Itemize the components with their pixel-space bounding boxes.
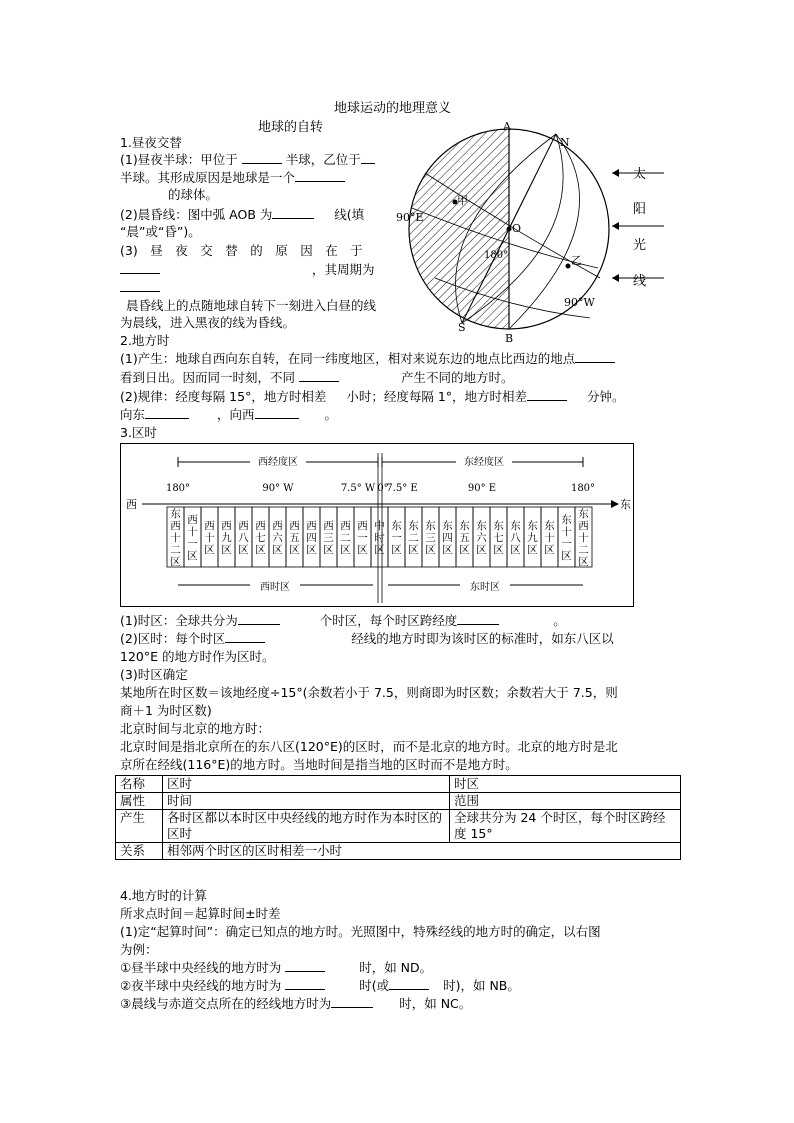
blank xyxy=(242,163,282,164)
page-title: 地球运动的地理意义 xyxy=(334,101,452,116)
text: ，向西 xyxy=(217,407,255,422)
s1-line-5: “晨”或“昏”)。 xyxy=(120,224,201,239)
point-yi xyxy=(566,264,571,269)
s3-bj1: 北京时间与北京的地方时： xyxy=(120,721,271,736)
zone-label: 东二区 xyxy=(408,520,419,556)
text: (1)昼夜半球：甲位于 xyxy=(120,152,238,167)
s2-line-3 xyxy=(120,389,625,405)
zone-label: 西五区 xyxy=(289,520,300,556)
east-zone-label: 东时区 xyxy=(470,582,500,593)
zone-label: 东十区 xyxy=(544,520,555,556)
zone-label: 西十区 xyxy=(204,520,215,556)
zone-label: 东九区 xyxy=(527,520,538,556)
blank xyxy=(285,971,325,972)
table-row xyxy=(116,776,681,793)
zone-label: 东西十二区 xyxy=(578,508,589,568)
globe-diagram xyxy=(390,118,670,343)
label-180: 180° xyxy=(484,250,509,261)
zone-label: 西六区 xyxy=(272,520,283,556)
west-zone-label: 西时区 xyxy=(260,582,290,593)
s4-case-2 xyxy=(120,978,520,994)
table-cell: 时区 xyxy=(450,776,681,793)
blank xyxy=(285,989,325,990)
zone-label: 西二区 xyxy=(340,520,351,556)
s1-line-4 xyxy=(120,207,364,223)
text: 时，如 NC。 xyxy=(399,996,472,1011)
s1-line-10: 为晨线，进入黑夜的线为昏线。 xyxy=(120,315,296,330)
zone-label: 东一区 xyxy=(391,520,402,556)
label-jia: 甲 xyxy=(457,194,468,207)
blank xyxy=(145,418,189,419)
blank xyxy=(299,381,339,382)
sun-label-3: 光 xyxy=(633,238,647,253)
s4-formula: 所求点时间＝起算时间±时差 xyxy=(120,906,281,921)
blank xyxy=(120,291,160,292)
s3-q2c: 120°E 的地方时作为区时。 xyxy=(120,649,275,664)
blank xyxy=(457,624,499,625)
page-subtitle: 地球的自转 xyxy=(258,120,324,135)
zone-label: 西十一区 xyxy=(187,514,198,562)
zone-label: 西一区 xyxy=(357,520,368,556)
east-word: 东 xyxy=(620,498,631,511)
s2-line-1 xyxy=(120,351,615,367)
table-row xyxy=(116,810,681,843)
text: 分钟。 xyxy=(587,389,625,404)
text: ①昼半球中央经线的地方时为 xyxy=(120,960,282,975)
blank xyxy=(361,163,375,164)
table-cell: 范围 xyxy=(450,793,681,810)
label-90e: 90°E xyxy=(396,211,424,224)
s2-line-4 xyxy=(120,407,337,423)
s1-line-8 xyxy=(120,280,160,296)
label-90w: 90°W xyxy=(564,296,595,309)
s4-line-2: 为例： xyxy=(120,942,158,957)
text: 。 xyxy=(553,613,566,628)
text: (2)区时：每个时区 xyxy=(120,631,226,646)
zone-label: 西八区 xyxy=(238,520,249,556)
text: 半球。其形成原因是地球是一个 xyxy=(120,170,296,185)
text: 线(填 xyxy=(334,207,365,222)
blank xyxy=(272,218,314,219)
zone-label: 东八区 xyxy=(510,520,521,556)
tick-7-5e: 7.5° E xyxy=(386,483,418,494)
s1-line-7 xyxy=(120,262,375,278)
east-range-label: 东经度区 xyxy=(464,457,504,468)
tick-7-5w: 7.5° W xyxy=(340,483,376,494)
s1-line-2 xyxy=(120,170,345,186)
table-cell: 区时 xyxy=(163,776,450,793)
s1-line-3: 的球体。 xyxy=(168,187,219,202)
zone-label: 东六区 xyxy=(476,520,487,556)
text: 经线的地方时即为该时区的标准时，如东八区以 xyxy=(351,631,614,646)
tick-180e: 180° xyxy=(570,483,596,494)
blank xyxy=(225,642,265,643)
zone-label: 中时区 xyxy=(374,520,385,556)
section-2-heading: 2.地方时 xyxy=(120,333,170,348)
text: 产生不同的地方时。 xyxy=(401,370,514,385)
table-cell: 相邻两个时区的区时相差一小时 xyxy=(163,843,681,860)
table-row xyxy=(116,793,681,810)
blank xyxy=(255,418,299,419)
s1-line-1 xyxy=(120,152,375,168)
zone-boxes xyxy=(167,453,592,603)
s4-case-1 xyxy=(120,960,432,976)
text: 时)，如 NB。 xyxy=(443,978,520,993)
zone-label: 东三区 xyxy=(425,520,436,556)
sun-label-2: 阳 xyxy=(633,202,647,217)
zone-label: 东西十二区 xyxy=(170,508,181,568)
table-cell: 全球共分为 24 个时区，每个时区跨经度 15° xyxy=(450,810,681,843)
text: ，其周期为 xyxy=(312,262,375,277)
text: 向东 xyxy=(120,407,146,422)
blank xyxy=(238,624,280,625)
s2-line-2 xyxy=(120,370,514,386)
table-cell: 关系 xyxy=(116,843,163,860)
text: 个时区，每个时区跨经度 xyxy=(319,613,458,628)
label-s: S xyxy=(458,321,466,334)
text: ③晨线与赤道交点所在的经线地方时为 xyxy=(120,996,332,1011)
zone-label: 东七区 xyxy=(493,520,504,556)
west-word: 西 xyxy=(126,498,137,511)
zone-label: 西九区 xyxy=(221,520,232,556)
table-cell: 产生 xyxy=(116,810,163,843)
text: 看到日出。因而同一时刻，不同 xyxy=(120,370,296,385)
tick-180w: 180° xyxy=(165,483,191,494)
label-n: N xyxy=(560,136,570,149)
zone-label: 西四区 xyxy=(306,520,317,556)
text: 。 xyxy=(324,407,338,422)
point-o xyxy=(507,227,512,232)
west-range-label: 西经度区 xyxy=(258,457,298,468)
table-cell: 名称 xyxy=(116,776,163,793)
s3-bj3: 京所在经线(116°E)的地方时。当地时间是指当地的区时而不是地方时。 xyxy=(120,757,518,772)
sun-label-4: 线 xyxy=(633,274,647,289)
text: (2)晨昏线：图中弧 AOB 为 xyxy=(120,207,273,222)
table-cell: 各时区都以本时区中央经线的地方时作为本时区的区时 xyxy=(163,810,450,843)
s3-q3: (3)时区确定 xyxy=(120,667,188,682)
s1-line-9: 晨昏线上的点随地球自转下一刻进入白昼的线 xyxy=(126,298,377,313)
text: (1)时区：全球共分为 xyxy=(120,613,238,628)
section-1-heading: 1.昼夜交替 xyxy=(120,135,182,150)
blank xyxy=(575,362,615,363)
text: (1)产生：地球自西向东自转，在同一纬度地区，相对来说东边的地点比西边的地点 xyxy=(120,351,576,366)
text: 时，如 ND。 xyxy=(359,960,433,975)
blank xyxy=(527,400,567,401)
zone-label: 东十一区 xyxy=(561,514,572,562)
s3-q2 xyxy=(120,631,614,647)
section-3-heading: 3.区时 xyxy=(120,425,157,440)
s3-q3b: 商＋1 为时区数) xyxy=(120,703,212,718)
tick-90e: 90° E xyxy=(467,483,497,494)
table-row xyxy=(116,843,681,860)
blank xyxy=(295,181,345,182)
s3-bj2: 北京时间是指北京所在的东八区(120°E)的区时，而不是北京的地方时。北京的地方时是北 xyxy=(120,739,618,754)
blank xyxy=(389,989,429,990)
text: 时(或 xyxy=(359,978,390,993)
blank xyxy=(331,1007,373,1008)
text: (2)规律：经度每隔 15°，地方时相差 xyxy=(120,389,327,404)
table-cell: 时间 xyxy=(163,793,450,810)
zone-label: 西七区 xyxy=(255,520,266,556)
text: ②夜半球中央经线的地方时为 xyxy=(120,978,282,993)
table-cell: 属性 xyxy=(116,793,163,810)
label-b: B xyxy=(505,332,514,343)
tick-90w: 90° W xyxy=(262,483,294,494)
section-4-heading: 4.地方时的计算 xyxy=(120,888,207,903)
s4-line-1: (1)定“起算时间”：确定已知点的地方时。光照图中，特殊经线的地方时的确定，以右图 xyxy=(120,924,601,939)
label-yi: 乙 xyxy=(571,254,582,267)
zone-label: 东五区 xyxy=(459,520,470,556)
text: 半球，乙位于 xyxy=(285,152,361,167)
sun-rays xyxy=(612,169,664,282)
sun-label-1: 太 xyxy=(633,167,647,182)
s3-q1 xyxy=(120,613,566,629)
zone-label: 西三区 xyxy=(323,520,334,556)
zone-label: 东四区 xyxy=(442,520,453,556)
s1-line-6: (3) 昼 夜 交 替 的 原 因 在 于 xyxy=(120,243,363,258)
tick-0: 0° xyxy=(377,483,389,494)
text: 小时；经度每隔 1°，地方时相差 xyxy=(346,389,528,404)
s4-case-3 xyxy=(120,996,471,1012)
time-zone-diagram xyxy=(120,443,634,608)
label-o: O xyxy=(512,222,522,235)
comparison-table xyxy=(115,775,681,860)
blank xyxy=(120,273,160,274)
label-a: A xyxy=(503,120,511,133)
s3-q3a: 某地所在时区数＝该地经度÷15°(余数若小于 7.5，则商即为时区数；余数若大于 7.5，则 xyxy=(120,685,618,700)
